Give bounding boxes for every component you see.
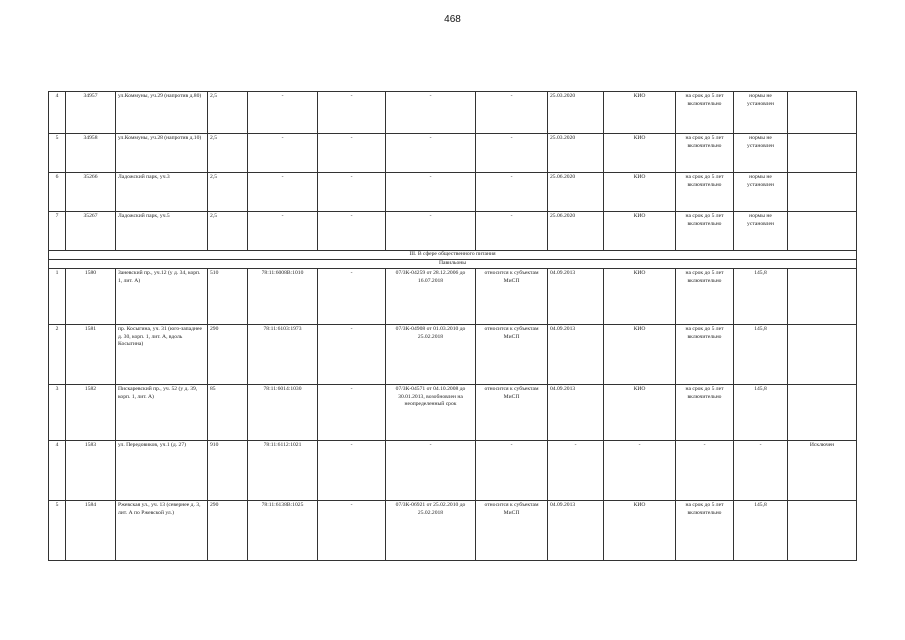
cell-address: ул. Передовиков, уч.1 (д. 27) — [116, 441, 208, 501]
cell-area: 910 — [208, 441, 248, 501]
cell-cadastral: 78:11:6112:1021 — [248, 441, 318, 501]
cell-date: 04.09.2013 — [548, 385, 604, 441]
cell-date: 25.03.2020 — [548, 134, 604, 173]
cell-norm: 145,8 — [734, 385, 788, 441]
cell-col6: - — [318, 269, 386, 325]
cell-term: на срок до 5 лет включительно — [676, 269, 734, 325]
cell-id: 1580 — [66, 269, 116, 325]
cell-cadastral: 78:11:6103:1973 — [248, 325, 318, 385]
cell-address: ул.Коммуны, уч.28 (напротив д.10) — [116, 134, 208, 173]
cell-term: на срок до 5 лет включительно — [676, 92, 734, 134]
cell-organ: КИО — [604, 212, 676, 251]
cell-col6: - — [318, 385, 386, 441]
cell-col6: - — [318, 173, 386, 212]
cell-address: Ладожский парк, уч.3 — [116, 173, 208, 212]
cell-subject: - — [476, 173, 548, 212]
cell-id: 1583 — [66, 441, 116, 501]
cell-contract: 07/ЗК-04908 от 01.03.2010 до 25.02.2018 — [386, 325, 476, 385]
cell-term: на срок до 5 лет включительно — [676, 385, 734, 441]
cell-term: на срок до 5 лет включительно — [676, 173, 734, 212]
cell-subject: - — [476, 134, 548, 173]
cell-note: Исключен — [788, 441, 857, 501]
cell-number: 6 — [49, 173, 66, 212]
cell-note — [788, 212, 857, 251]
table-row — [49, 134, 857, 173]
cell-term: - — [676, 441, 734, 501]
cell-term: на срок до 5 лет включительно — [676, 325, 734, 385]
cell-number: 1 — [49, 269, 66, 325]
cell-number: 7 — [49, 212, 66, 251]
cell-organ: КИО — [604, 325, 676, 385]
table-row — [49, 173, 857, 212]
page-number: 468 — [444, 14, 461, 25]
cell-col6: - — [318, 501, 386, 561]
cell-cadastral: - — [248, 92, 318, 134]
cell-cadastral: 78:11:6008В:1010 — [248, 269, 318, 325]
cell-area: 2,5 — [208, 134, 248, 173]
table-row — [49, 325, 857, 385]
table-row — [49, 501, 857, 561]
cell-organ: КИО — [604, 92, 676, 134]
cell-address: пр. Косыгина, уч. 31 (юго-западнее д. 30, корп. 1, лит. А, вдоль Косыгина) — [116, 325, 208, 385]
cell-area: 2,5 — [208, 173, 248, 212]
cell-cadastral: 78:11:6014:1030 — [248, 385, 318, 441]
table-row — [49, 92, 857, 134]
cell-norm: 145,8 — [734, 325, 788, 385]
cell-note — [788, 134, 857, 173]
cell-subject: - — [476, 212, 548, 251]
cell-subject: относится к субъектам МиСП — [476, 325, 548, 385]
cell-area: 290 — [208, 501, 248, 561]
cell-number: 4 — [49, 92, 66, 134]
cell-cadastral: - — [248, 134, 318, 173]
cell-col6: - — [318, 441, 386, 501]
cell-organ: КИО — [604, 173, 676, 212]
cell-number: 3 — [49, 385, 66, 441]
cell-area: 2,5 — [208, 212, 248, 251]
cell-note — [788, 385, 857, 441]
cell-organ: КИО — [604, 501, 676, 561]
cell-col6: - — [318, 134, 386, 173]
cell-date: 25.06.2020 — [548, 212, 604, 251]
cell-norm: 145,8 — [734, 269, 788, 325]
cell-norm: нормы не установлен — [734, 92, 788, 134]
cell-id: 1581 — [66, 325, 116, 385]
cell-address: Заневский пр., уч.12 (у д. 34, корп. 1, лит. А) — [116, 269, 208, 325]
cell-date: 04.09.2013 — [548, 325, 604, 385]
cell-address: Ладожский парк, уч.5 — [116, 212, 208, 251]
cell-id: 34958 — [66, 134, 116, 173]
cell-number: 4 — [49, 441, 66, 501]
cell-term: на срок до 5 лет включительно — [676, 501, 734, 561]
cell-col6: - — [318, 92, 386, 134]
cell-note — [788, 269, 857, 325]
cell-contract: 07/ЗК-04259 от 28.12.2006 до 16.07.2018 — [386, 269, 476, 325]
cell-id: 34957 — [66, 92, 116, 134]
cell-contract: - — [386, 92, 476, 134]
cell-number: 5 — [49, 501, 66, 561]
cell-term: на срок до 5 лет включительно — [676, 212, 734, 251]
cell-note — [788, 325, 857, 385]
cell-subject: - — [476, 441, 548, 501]
subsection-row — [49, 260, 857, 269]
cell-address: ул.Коммуны, уч.29 (напротив д.80) — [116, 92, 208, 134]
cell-organ: КИО — [604, 385, 676, 441]
cell-note — [788, 501, 857, 561]
section-row — [49, 251, 857, 260]
cell-norm: - — [734, 441, 788, 501]
cell-area: 510 — [208, 269, 248, 325]
cell-col6: - — [318, 212, 386, 251]
table-row — [49, 385, 857, 441]
document-table — [48, 91, 857, 561]
cell-date: 04.09.2013 — [548, 269, 604, 325]
cell-contract: - — [386, 173, 476, 212]
table-row — [49, 212, 857, 251]
section-title: III. В сфере общественного питания — [49, 251, 857, 260]
cell-address: Ржевская ул., уч. 13 (севернее д. 3, лит. А по Ржевской ул.) — [116, 501, 208, 561]
cell-cadastral: 78:11:6138В:1025 — [248, 501, 318, 561]
table-row — [49, 441, 857, 501]
cell-number: 2 — [49, 325, 66, 385]
cell-norm: 145,8 — [734, 501, 788, 561]
cell-norm: нормы не установлен — [734, 134, 788, 173]
cell-number: 5 — [49, 134, 66, 173]
cell-date: - — [548, 441, 604, 501]
cell-subject: - — [476, 92, 548, 134]
cell-id: 1584 — [66, 501, 116, 561]
cell-id: 1582 — [66, 385, 116, 441]
cell-term: на срок до 5 лет включительно — [676, 134, 734, 173]
cell-area: 2,5 — [208, 92, 248, 134]
cell-date: 04.09.2013 — [548, 501, 604, 561]
cell-organ: КИО — [604, 269, 676, 325]
cell-contract: 07/ЗК-06921 от 25.02.2010 до 25.02.2018 — [386, 501, 476, 561]
cell-contract: 07/ЗК-04571 от 04.10.2008 до 30.01.2013, возобновлен на неопределенный срок — [386, 385, 476, 441]
cell-contract: - — [386, 134, 476, 173]
cell-subject: относится к субъектам МиСП — [476, 269, 548, 325]
cell-id: 35266 — [66, 173, 116, 212]
cell-organ: - — [604, 441, 676, 501]
cell-area: 85 — [208, 385, 248, 441]
cell-cadastral: - — [248, 212, 318, 251]
cell-norm: нормы не установлен — [734, 212, 788, 251]
cell-contract: - — [386, 441, 476, 501]
section-subtitle: Павильоны — [49, 260, 857, 269]
cell-subject: относится к субъектам МиСП — [476, 385, 548, 441]
table-row — [49, 269, 857, 325]
cell-norm: нормы не установлен — [734, 173, 788, 212]
cell-contract: - — [386, 212, 476, 251]
cell-note — [788, 92, 857, 134]
cell-area: 290 — [208, 325, 248, 385]
cell-address: Пискаревский пр., уч. 52 (у д. 39, корп. 1, лит. А) — [116, 385, 208, 441]
cell-cadastral: - — [248, 173, 318, 212]
cell-note — [788, 173, 857, 212]
cell-col6: - — [318, 325, 386, 385]
cell-id: 35267 — [66, 212, 116, 251]
cell-subject: относится к субъектам МиСП — [476, 501, 548, 561]
cell-organ: КИО — [604, 134, 676, 173]
cell-date: 25.06.2020 — [548, 173, 604, 212]
cell-date: 25.03.2020 — [548, 92, 604, 134]
